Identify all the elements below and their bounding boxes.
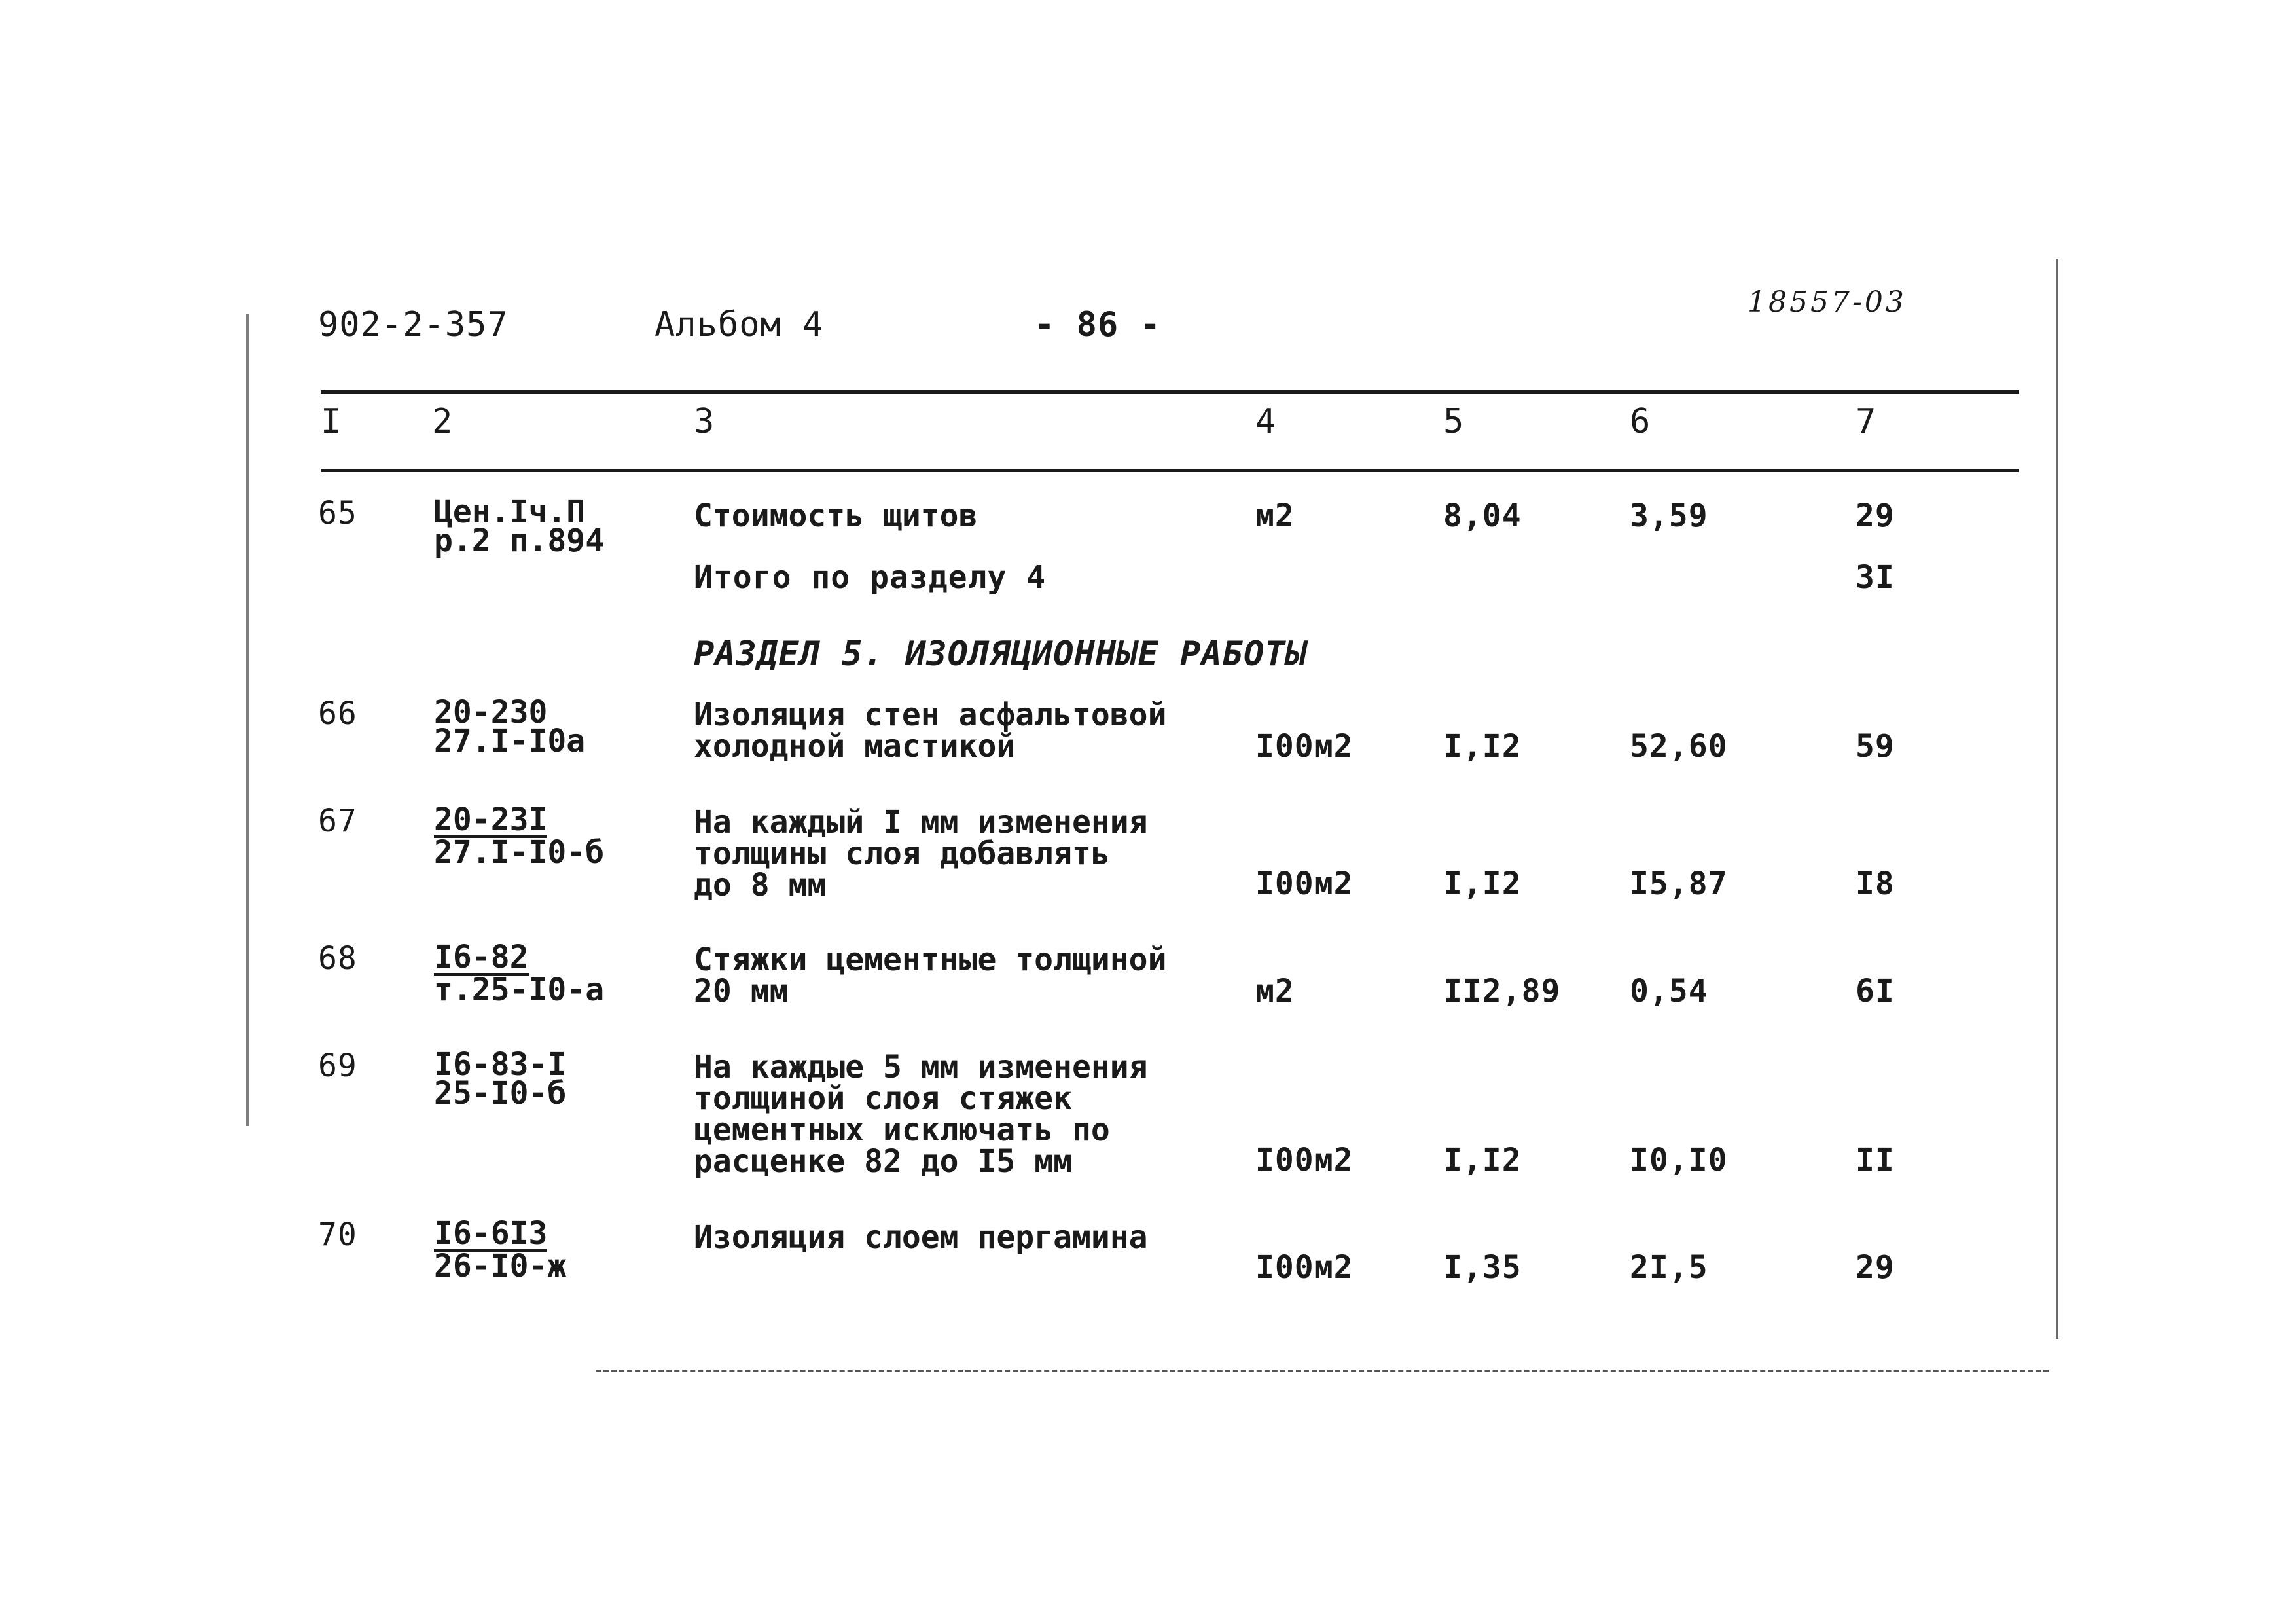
row-code-top: I6-6I3 xyxy=(434,1215,548,1252)
row-unit: I00м2 xyxy=(1255,728,1354,765)
row-code xyxy=(434,694,586,759)
row-qty: I,I2 xyxy=(1443,866,1522,902)
column-header-6: 6 xyxy=(1630,402,1651,441)
row-description xyxy=(694,500,977,532)
row-description-line: На каждые 5 мм изменения xyxy=(694,1049,1148,1085)
row-price: 52,60 xyxy=(1630,728,1728,765)
row-code-top: I6-82 xyxy=(434,939,529,976)
left-border-line xyxy=(246,314,249,1126)
row-code xyxy=(434,939,605,1008)
row-code-bottom: 26-I0-ж xyxy=(434,1248,567,1285)
table-row-num: 68 xyxy=(318,940,357,977)
row-price: 0,54 xyxy=(1630,973,1708,1010)
row-code-top: 20-23I xyxy=(434,801,548,838)
row-description-line: Стоимость щитов xyxy=(694,498,978,534)
row-description-line: толщины слоя добавлять xyxy=(694,835,1110,872)
table-row-num: 69 xyxy=(318,1048,357,1084)
header-bottom-rule xyxy=(321,469,2019,472)
row-description xyxy=(694,941,1167,1010)
row-total: II xyxy=(1856,1142,1895,1178)
row-description-line: На каждый I мм изменения xyxy=(694,804,1148,841)
column-header-2: 2 xyxy=(432,402,454,441)
row-description xyxy=(694,804,1148,903)
row-code xyxy=(434,801,605,871)
column-header-1: I xyxy=(321,402,342,441)
row-code-bottom: р.2 п.894 xyxy=(434,522,605,559)
row-code-top: I6-83-I xyxy=(434,1046,567,1083)
row-description xyxy=(694,697,1167,765)
album-label: Альбом 4 xyxy=(655,305,824,344)
row-price: 3,59 xyxy=(1630,498,1708,534)
row-qty: 8,04 xyxy=(1443,498,1522,534)
bottom-dashed-rule xyxy=(596,1370,2049,1374)
row-code-bottom: 27.I-I0а xyxy=(434,723,586,759)
row-total: 29 xyxy=(1856,1249,1895,1286)
row-qty: I,35 xyxy=(1443,1249,1522,1286)
row-description-line: Стяжки цементные толщиной xyxy=(694,941,1167,978)
column-header-7: 7 xyxy=(1856,402,1877,441)
row-description-line: цементных исключать по xyxy=(694,1112,1110,1148)
row-unit: м2 xyxy=(1255,973,1295,1010)
row-code xyxy=(434,494,605,559)
row-unit: м2 xyxy=(1255,498,1295,534)
row-code-bottom: т.25-I0-а xyxy=(434,972,605,1008)
row-total: 6I xyxy=(1856,973,1895,1010)
row-qty: I,I2 xyxy=(1443,728,1522,765)
header-top-rule xyxy=(321,390,2019,394)
doc-number: 902-2-357 xyxy=(318,305,509,344)
row-description-line: расценке 82 до I5 мм xyxy=(694,1143,1072,1180)
row-code-top: Цен.Iч.П xyxy=(434,494,586,530)
row-code-top: 20-230 xyxy=(434,694,548,731)
row-code xyxy=(434,1215,567,1285)
row-code xyxy=(434,1046,567,1112)
row-description xyxy=(694,1219,1148,1256)
subtotal-label: Итого по разделу 4 xyxy=(694,559,1047,596)
column-header-3: 3 xyxy=(694,402,715,441)
table-row-num: 67 xyxy=(318,803,357,839)
row-description xyxy=(694,1049,1148,1180)
row-code-bottom: 25-I0-б xyxy=(434,1075,567,1112)
row-description-line: толщиной слоя стяжек xyxy=(694,1080,1072,1117)
column-header-4: 4 xyxy=(1255,402,1277,441)
row-description-line: Изоляция стен асфальтовой xyxy=(694,697,1167,733)
row-unit: I00м2 xyxy=(1255,866,1354,902)
row-description-line: Изоляция слоем пергамина xyxy=(694,1219,1148,1256)
row-price: I5,87 xyxy=(1630,866,1728,902)
row-qty: I,I2 xyxy=(1443,1142,1522,1178)
row-unit: I00м2 xyxy=(1255,1142,1354,1178)
row-code-bottom: 27.I-I0-б xyxy=(434,834,605,871)
table-row-num: 70 xyxy=(318,1216,357,1253)
row-description-line: 20 мм xyxy=(694,973,789,1010)
row-qty: II2,89 xyxy=(1443,973,1561,1010)
row-total: I8 xyxy=(1856,866,1895,902)
column-header-5: 5 xyxy=(1443,402,1465,441)
row-description-line: до 8 мм xyxy=(694,867,827,903)
row-total: 59 xyxy=(1856,728,1895,765)
table-row-num: 65 xyxy=(318,495,357,532)
page-number: - 86 - xyxy=(1034,305,1161,344)
subtotal-value: 3I xyxy=(1856,559,1895,596)
handwritten-code: 18557-03 xyxy=(1748,285,1907,319)
row-description-line: холодной мастикой xyxy=(694,728,1016,765)
section-title: РАЗДЕЛ 5. ИЗОЛЯЦИОННЫЕ РАБОТЫ xyxy=(694,634,1307,674)
row-price: I0,I0 xyxy=(1630,1142,1728,1178)
table-row-num: 66 xyxy=(318,695,357,732)
right-border-line xyxy=(2056,259,2058,1339)
row-unit: I00м2 xyxy=(1255,1249,1354,1286)
row-price: 2I,5 xyxy=(1630,1249,1708,1286)
row-total: 29 xyxy=(1856,498,1895,534)
